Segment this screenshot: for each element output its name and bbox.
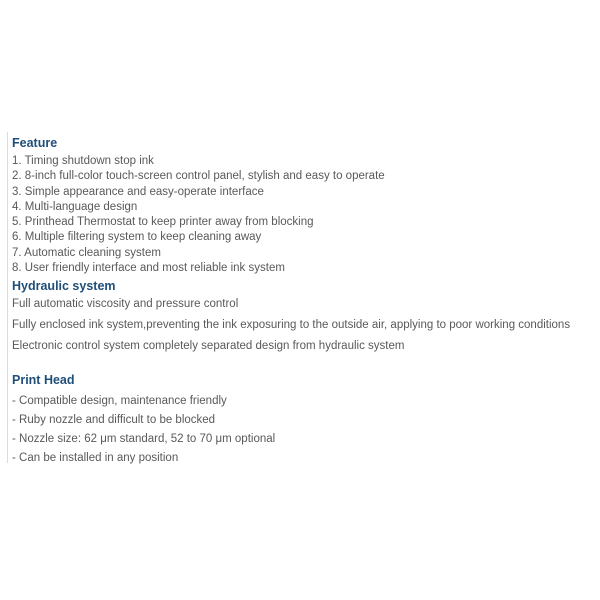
section-heading-hydraulic-system: Hydraulic system bbox=[12, 279, 116, 294]
print-head-item-4: - Can be installed in any position bbox=[12, 452, 179, 465]
feature-item-2: 2. 8-inch full-color touch-screen control panel, stylish and easy to operate bbox=[12, 170, 385, 183]
hydraulic-item-3: Electronic control system completely separated design from hydraulic system bbox=[12, 340, 405, 353]
hydraulic-system-list bbox=[12, 294, 592, 357]
section-heading-feature: Feature bbox=[12, 136, 58, 150]
feature-item-5: 5. Printhead Thermostat to keep printer away from blocking bbox=[12, 216, 314, 229]
feature-list bbox=[12, 154, 592, 276]
print-head-item-3: - Nozzle size: 62 μm standard, 52 to 70 μm optional bbox=[12, 433, 276, 446]
feature-item-3: 3. Simple appearance and easy-operate interface bbox=[12, 185, 264, 198]
feature-item-6: 6. Multiple filtering system to keep cleaning away bbox=[12, 231, 262, 244]
hydraulic-item-2: Fully enclosed ink system,preventing the ink exposuring to the outside air, applying to poor working conditions bbox=[12, 319, 571, 332]
table-cell-border-fragment bbox=[7, 132, 8, 463]
feature-item-7: 7. Automatic cleaning system bbox=[12, 246, 161, 259]
hydraulic-item-1: Full automatic viscosity and pressure control bbox=[12, 298, 239, 311]
feature-item-8: 8. User friendly interface and most reliable ink system bbox=[12, 262, 285, 275]
print-head-item-1: - Compatible design, maintenance friendly bbox=[12, 395, 227, 408]
print-head-item-2: - Ruby nozzle and difficult to be blocked bbox=[12, 414, 216, 427]
section-heading-print-head: Print Head bbox=[12, 373, 75, 388]
feature-item-1: 1. Timing shutdown stop ink bbox=[12, 155, 154, 167]
feature-item-4: 4. Multi-language design bbox=[12, 200, 138, 213]
description-content bbox=[12, 136, 592, 468]
print-head-list bbox=[12, 392, 592, 468]
